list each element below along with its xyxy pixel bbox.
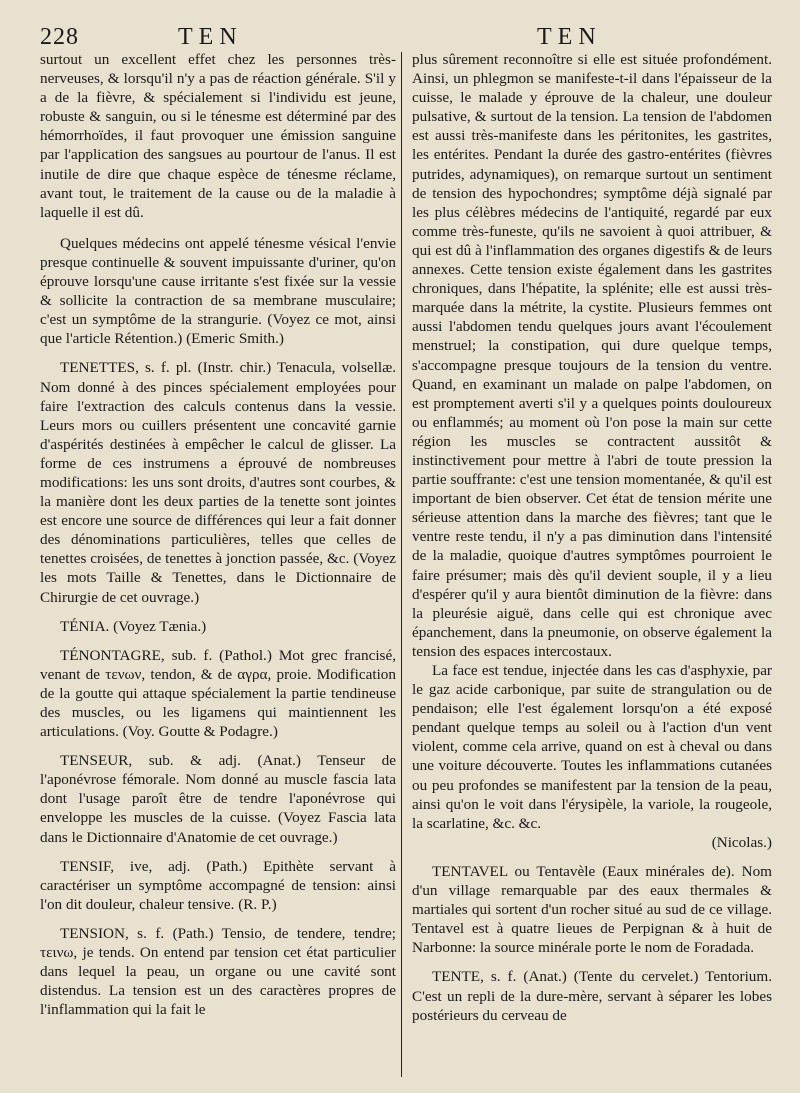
- tension-continuation: plus sûrement reconnoître si elle est située profondément. Ainsi, un phlegmon se manifeste-t-il dans l'épaisseur de la cuisse, le malade y éprouve de la chaleur, une douleur pulsative, & surtout de la tension. La tension de l'abdomen est aussi très-manifeste dans les péritonites, les gastrites, les entérites. Pendant la durée des gastro-entérites (fièvres putrides, adynamiques), on remarque surtout un sentiment de tension des hypochondres; symptôme déjà signalé par les plus célèbres médecins de l'antiquité, regardé par eux comme très-funeste, qu'ils ne savoient à quoi attribuer, & qui est dû à l'inflammation des organes digestifs & de leurs annexes. Cette tension existe également dans les gastrites chroniques, dans l'hépatite, la splénite; elle est aussi très-marquée dans la métrite, la cystite. Plusieurs femmes ont aussi l'abdomen tendu quelques jours avant l'écoulement menstruel; la constipation, qui dure quelque temps, s'accompagne presque toujours de la tension du ventre. Quand, en examinant un malade on palpe l'abdomen, on est promptement averti s'il y a quelques points douloureux ou enflammés; au moment où l'on pose la main sur cette région les muscles se contractent aussitôt & instinctivement pour mettre à l'abri de toute pression la partie souffrante: c'est une tension momentanée, & qu'il est important de bien observer. Cet état de tension mérite une sérieuse attention dans la marche des fièvres; tant que le ventre reste tendu, il n'y a pas diminution dans l'intensité de la maladie, quoique d'autres symptômes pourroient le faire présumer; mais dès qu'il devient souple, il y a lieu d'espérer qu'il y aura bientôt diminution de la fièvre: dans la pleurésie aiguë, dans celle qui est chronique avec épanchement, dans la pneumonie, on observe également la tension des espaces intercostaux.: [412, 51, 772, 660]
- tenesme-continuation: surtout un excellent effet chez les personnes très-nerveuses, & lorsqu'il n'y a pas de réaction générale. S'il y a de la fièvre, & spécialement si l'individu est jeune, robuste & sanguin, ou si le ténesme est déterminé par des hémorrhoïdes, il faut provoquer une émission sanguine par l'application des sangsues au pourtour de l'anus. Il est inutile de dire que chaque espèce de ténesme réclame, avant tout, le traitement de la cause ou de la maladie à laquelle il est dû.: [40, 51, 396, 221]
- running-head: [0, 24, 800, 50]
- left-column: [40, 50, 396, 1019]
- entry-tenia: TÉNIA. (Voyez Tænia.): [60, 617, 207, 635]
- page-number: 228: [40, 24, 79, 50]
- running-head-right-word: TEN: [537, 24, 602, 50]
- entry-tentavel: TENTAVEL ou Tentavèle (Eaux minérales de). Nom d'un village remarquable par des eaux thermales & martiales qui sortent d'un rocher situé au sud de ce village. Tentavel est à quatre lieues de Perpignan & à huit de Narbonne: la source minérale porte le nom de Foradada.: [412, 862, 772, 957]
- entry-tenontagre: TÉNONTAGRE, sub. f. (Pathol.) Mot grec francisé, venant de τενων, tendon, & de αγρα, proie. Modification de la goutte qui attaque spécialement la partie tendineuse des muscles, ou les ligamens qui maintiennent les articulations. (Voy. Goutte & Podagre.): [40, 646, 396, 741]
- tension-face-paragraph: La face est tendue, injectée dans les cas d'asphyxie, par le gaz acide carbonique, par suite de strangulation ou de pendaison; elle l'est également lorsqu'on a été exposé pendant quelque temps au soleil ou à l'action d'un vent violent, comme cela arrive, quand on est à cheval ou dans une voiture découverte. Toutes les inflammations cutanées ou peu profondes se manifestent par la tension de la peau, ainsi qu'on le voit dans l'érysipèle, la variole, la rougeole, la scarlatine, &c. &c.: [412, 662, 772, 832]
- entry-tenseur: TENSEUR, sub. & adj. (Anat.) Tenseur de l'aponévrose fémorale. Nom donné au muscle fascia lata dont l'usage paroît être de tendre l'aponévrose qui enveloppe les muscles de la cuisse. (Voyez Fascia lata dans le Dictionnaire d'Anatomie de cet ouvrage.): [40, 752, 396, 846]
- entry-tensif: TENSIF, ive, adj. (Path.) Epithète servant à caractériser un symptôme accompagné de tension: ainsi l'on dit douleur, chaleur tensive. (R. P.): [40, 857, 396, 913]
- author-signature: (Nicolas.): [711, 833, 772, 851]
- tenesme-vesical-paragraph: Quelques médecins ont appelé ténesme vésical l'envie presque continuelle & souvent impuissante d'uriner, qu'on éprouve lorsqu'une cause irritante s'est fixée sur la vessie & sollicite la contraction de sa membrane musculaire; c'est un symptôme de la strangurie. (Voyez ce mot, ainsi que l'article Rétention.) (Emeric Smith.): [40, 234, 396, 348]
- running-head-left-word: TEN: [178, 24, 243, 50]
- right-column: [412, 50, 772, 1025]
- entry-tenettes: TENETTES, s. f. pl. (Instr. chir.) Tenacula, volsellæ. Nom donné à des pinces spécialement employées pour faire l'extraction des calculs contenus dans la vessie. Leurs mors ou cuillers présentent une concavité garnie d'aspérités destinées à empêcher le calcul de glisser. La forme de ces instrumens a éprouvé de nombreuses modifications: les uns sont droits, d'autres sont courbes, & la manière dont les deux parties de la tenette sont jointes est encore une source de différences qui leur a fait donner des dénominations particulières, telles que celles de tenettes croisées, de tenettes à jonction passée, &c. (Voyez les mots Taille & Tenettes, dans le Dictionnaire de Chirurgie de cet ouvrage.): [40, 359, 396, 606]
- entry-tente: TENTE, s. f. (Anat.) (Tente du cervelet.) Tentorium. C'est un repli de la dure-mère, servant à séparer les lobes postérieurs du cerveau de: [412, 968, 772, 1024]
- column-divider: [401, 52, 402, 1077]
- entry-tension: TENSION, s. f. (Path.) Tensio, de tendere, tendre; τεινω, je tends. On entend par tension cet état particulier dans lequel la peau, un organe ou une cavité sont distendus. La tension est un des caractères propres de l'inflammation qui la fait le: [40, 924, 396, 1019]
